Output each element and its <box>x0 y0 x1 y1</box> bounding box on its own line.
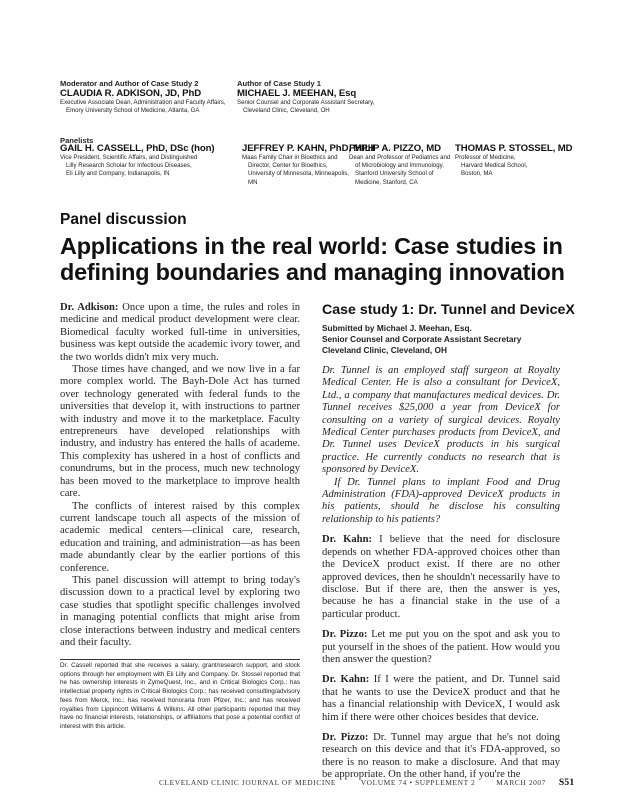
conflict-disclosure-footnote: Dr. Cassell reported that she receives a salary, grant/research support, and stock options through her employment with Eli Lilly and Company. Dr. Stossel reported that he has ownership interests in ZymeQuest, Inc., and in Critical Biologics Corp.; has intellectual property rights in Critical Biologics Corp.; has received consulting/advisory fees from Merck, Inc.; has received honoraria from Pfizer, Inc.; and has received royalties from Lippincott Williams & Wilkins. All other participants reported that they have no financial interests, relationships, or affiliations that pose a potential conflict of interest with this article. <box>60 662 300 730</box>
aff-line: of Microbiology and Immunology, <box>355 162 444 170</box>
aff-line: Medicine, Stanford, CA <box>355 178 418 186</box>
aff-line: Boston, MA <box>461 170 493 178</box>
paragraph-text: Once upon a time, the rules and roles in medicine and medical product development were clear. Biomedical faculty worked full-time in universities, business was kept outside the academic ivory tower, and the two worlds didn't mix very much. <box>60 302 301 363</box>
aff-line: University of Minnesota, Minneapolis, MN <box>248 170 349 186</box>
footer-bullet: • <box>409 778 413 787</box>
panelist-affiliation <box>455 154 575 179</box>
title-line: Applications in the real world: Case studies in <box>60 233 563 259</box>
footnote-rule <box>60 659 300 660</box>
paragraph: This panel discussion will attempt to bring today's discussion down to a practical level by exploring two case studies that spotlight specific challenges involved in managing potential conflicts that might arise from close interactions between industry and medical centers and their faculty. <box>60 574 300 648</box>
speaker-label: Dr. Pizzo: <box>322 629 368 641</box>
paragraph <box>60 302 300 364</box>
aff-line: Stanford University School of <box>355 170 434 178</box>
moderator-affiliation <box>60 99 240 115</box>
author-aff-line2: Cleveland Clinic, Cleveland, OH <box>243 107 330 115</box>
panelist-name: JEFFREY P. KAHN, PhD, MPH <box>242 143 375 154</box>
paragraph-text: Dr. Tunnel may argue that he's not doing research on this device and that it's FDA-approved, so there is no reason to make a disclosure. And that may be appropriate. On the other hand, if you're the <box>322 731 560 781</box>
journal-volume: VOLUME 74 <box>360 778 407 787</box>
case-discussion <box>322 365 560 782</box>
aff-line: Lilly Research Scholar for Infectious Diseases, <box>66 162 192 170</box>
moderator-aff-line2: Emory University School of Medicine, Atlanta, GA <box>66 107 200 115</box>
page-footer <box>159 777 574 788</box>
aff-line: Harvard Medical School, <box>461 162 528 170</box>
aff-line: Dean and Professor of Pediatrics and <box>349 154 451 161</box>
author-affiliation <box>237 99 417 115</box>
author-aff-line1: Senior Counsel and Corporate Assistant Secretary, <box>237 99 375 106</box>
author-role: Author of Case Study 1 <box>237 79 321 88</box>
submitted-by: Submitted by Michael J. Meehan, Esq. <box>322 323 472 333</box>
moderator-aff-line1: Executive Associate Dean, Administration and Faculty Affairs, <box>60 99 226 106</box>
speaker-label: Dr. Kahn: <box>322 674 370 686</box>
panelists-label: Panelists <box>60 136 94 145</box>
paragraph: The conflicts of interest raised by this complex current landscape touch all aspects of the mission of academic medical centers—clinical care, research, education and training, and administration—as has been made abundantly clear by the earlier portions of this conference. <box>60 500 300 574</box>
submitter-org: Cleveland Clinic, Cleveland, OH <box>322 345 447 355</box>
panelist-name: PHILIP A. PIZZO, MD <box>349 143 441 154</box>
paragraph <box>322 732 560 782</box>
author-name: MICHAEL J. MEEHAN, Esq <box>237 88 357 99</box>
article-kicker: Panel discussion <box>60 211 187 228</box>
panelist-affiliation <box>60 154 240 179</box>
case-study-title: Case study 1: Dr. Tunnel and DeviceX <box>322 302 575 318</box>
journal-supplement: SUPPLEMENT 2 <box>415 778 476 787</box>
publication-date: MARCH 2007 <box>496 778 546 787</box>
author-block <box>237 79 417 115</box>
aff-line: Maas Family Chair in Bioethics and <box>242 154 338 161</box>
paragraph-text: If I were the patient, and Dr. Tunnel said that he wants to use the DeviceX product and that he has a financial relationship with DeviceX, I would ask him if there were other choices besides that device. <box>322 674 560 723</box>
moderator-name: CLAUDIA R. ADKISON, JD, PhD <box>60 88 202 99</box>
paragraph-text: Let me put you on the spot and ask you to put yourself in the shoes of the patient. How would you then answer the question? <box>322 629 560 665</box>
moderator-role: Moderator and Author of Case Study 2 <box>60 79 199 88</box>
aff-line: Director, Center for Bioethics, <box>248 162 328 170</box>
left-column <box>60 302 300 649</box>
article-title <box>60 233 580 285</box>
page-number: S51 <box>558 777 575 788</box>
paragraph: Those times have changed, and we now live in a far more complex world. The Bayh-Dole Act has turned over technology generated with federal funds to the universities that develop it, with instructions to partner with industry and move it to the marketplace. Faculty entrepreneurs have developed relationships with industry, and industry has entered the halls of academe. This complexity has ushered in a host of conflicts and conundrums, but in the process, much new technology has been moved to the marketplace to improve health care. <box>60 364 300 500</box>
paragraph <box>322 534 560 621</box>
aff-line: Vice President, Scientific Affairs, and Distinguished <box>60 154 198 161</box>
speaker-label: Dr. Adkison: <box>60 302 119 313</box>
case-scenario: Dr. Tunnel is an employed staff surgeon at Royalty Medical Center. He is also a consultant for DeviceX, Ltd., a company that manufactures medical devices. Dr. Tunnel receives $25,000 a year from DeviceX for consulting on a variety of surgical devices. Royalty Medical Center purchases products from DeviceX, and Dr. Tunnel uses DeviceX products in his surgical practice. He currently conducts no research that is sponsored by DeviceX. <box>322 365 560 476</box>
paragraph-text: I believe that the need for disclosure depends on whether FDA-approved choices other than the DeviceX product exist. If there are no other approved devices, then he shouldn't necessarily have to disclose. But if there are, then the answer is yes, because he has a financial stake in the use of a particular product. <box>322 534 560 620</box>
panelist-cassell <box>60 143 240 179</box>
panelist-stossel <box>455 143 575 179</box>
panelist-name: THOMAS P. STOSSEL, MD <box>455 143 573 154</box>
panelist-name: GAIL H. CASSELL, PhD, DSc (hon) <box>60 143 215 154</box>
panelist-affiliation <box>242 154 352 187</box>
submitter-title: Senior Counsel and Corporate Assistant Secretary <box>322 334 522 344</box>
panelist-affiliation <box>349 154 459 187</box>
paragraph <box>322 629 560 666</box>
panelist-pizzo <box>349 143 459 187</box>
title-line: defining boundaries and managing innovation <box>60 259 565 285</box>
case-question: If Dr. Tunnel plans to implant Food and Drug Administration (FDA)-approved DeviceX products in his patients, should he disclose his consulting relationship to his patients? <box>322 476 560 525</box>
journal-name: CLEVELAND CLINIC JOURNAL OF MEDICINE <box>159 778 336 787</box>
moderator-block <box>60 79 240 115</box>
aff-line: Professor of Medicine, <box>455 154 516 161</box>
speaker-label: Dr. Pizzo: <box>322 731 369 743</box>
paragraph <box>322 674 560 724</box>
speaker-label: Dr. Kahn: <box>322 534 372 546</box>
aff-line: Eli Lilly and Company, Indianapolis, IN <box>66 170 170 178</box>
submission-info <box>322 323 560 356</box>
panelist-kahn <box>242 143 375 187</box>
